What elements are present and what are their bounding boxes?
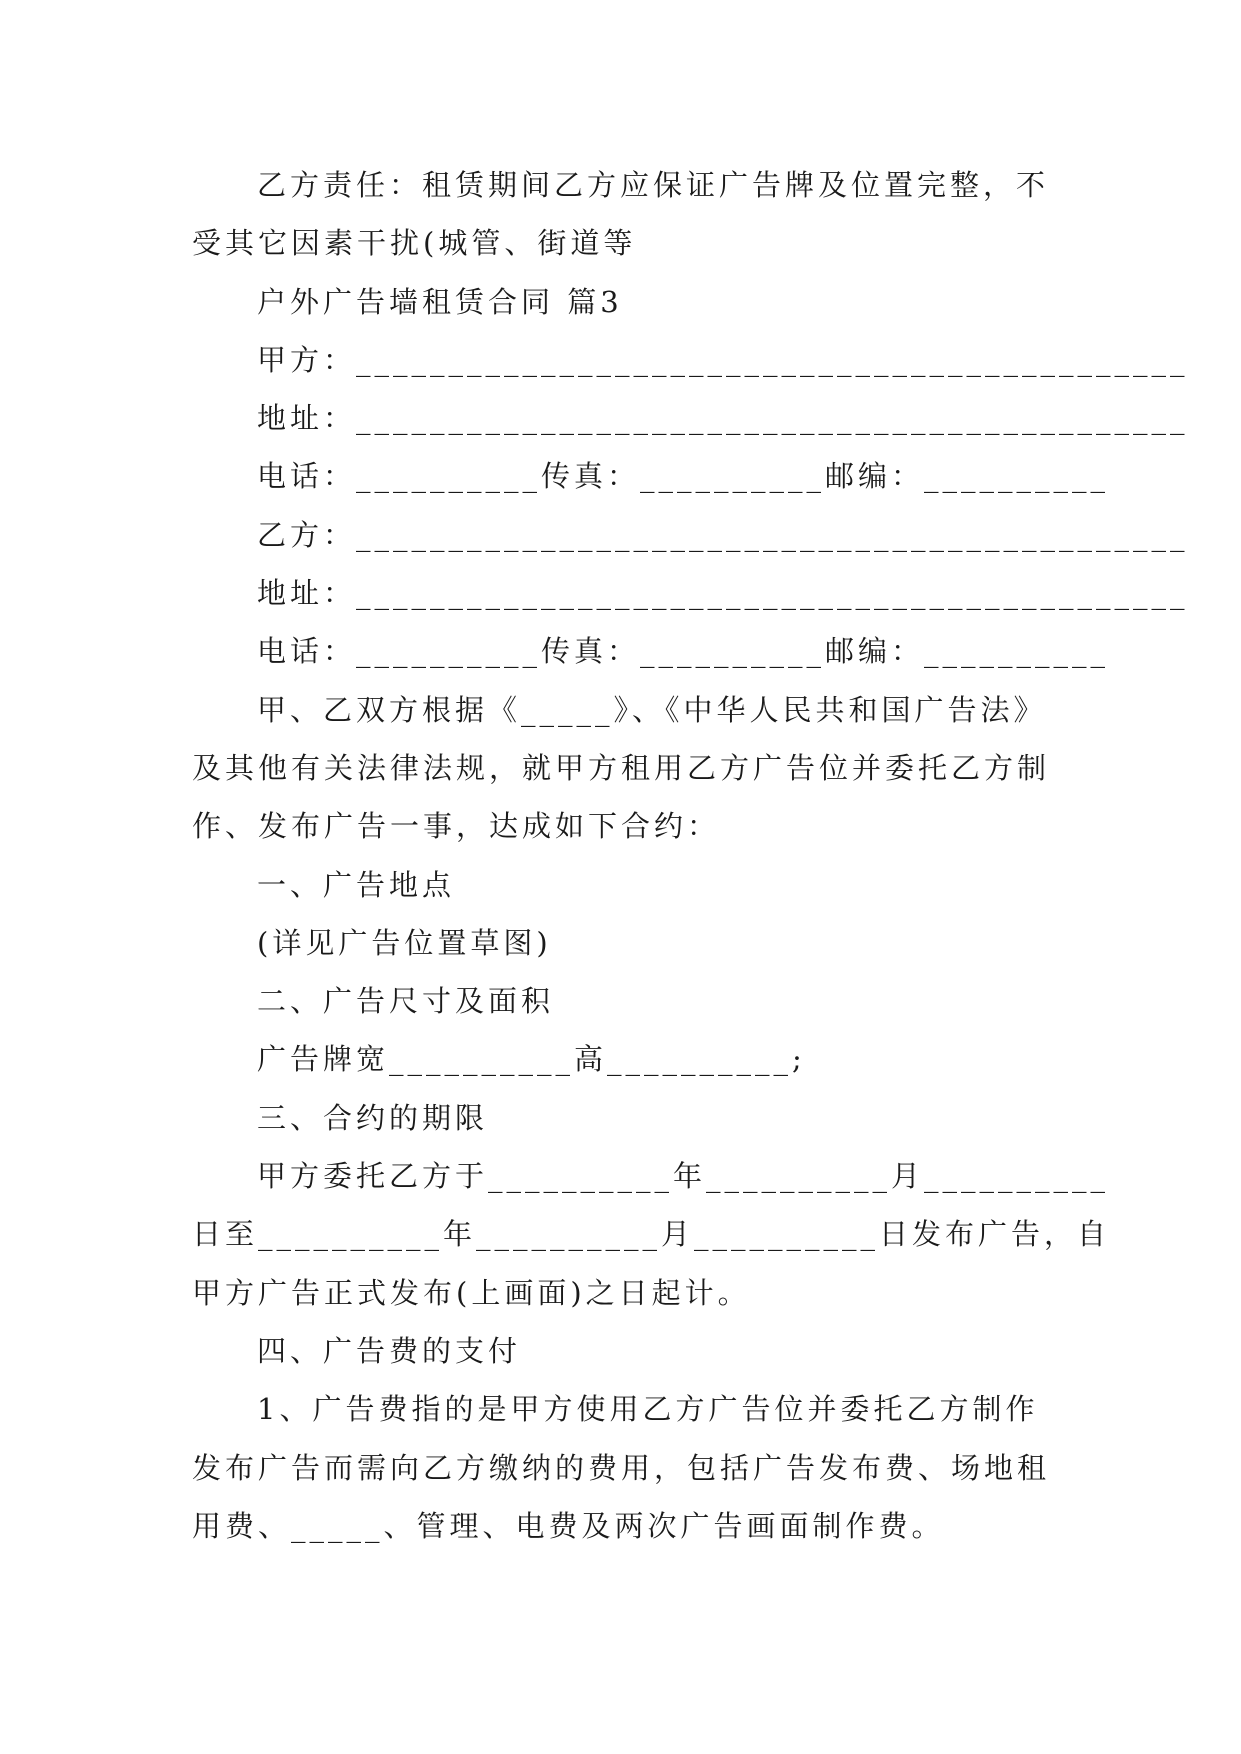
address-a-label: 地址： (257, 401, 357, 436)
clause-heading: 一、广告地点 (257, 867, 456, 902)
clause-heading: 四、广告费的支付 (257, 1333, 522, 1368)
address-b-label: 地址： (257, 576, 357, 611)
party-a-blank: _____________________________________________ (356, 342, 1189, 377)
contact-a-row: 电话：__________传真：__________邮编：__________ (257, 459, 1110, 494)
clause-heading: 三、合约的期限 (257, 1100, 489, 1135)
paragraph-line: 乙方责任：租赁期间乙方应保证广告牌及位置完整，不 (257, 168, 1050, 202)
paragraph-line: 甲、乙双方根据《_____》、《中华人民共和国广告法》 (257, 692, 1047, 727)
paragraph-line: 作、发布广告一事，达成如下合约： (192, 809, 721, 844)
paragraph-line: 1、广告费指的是甲方使用乙方广告位并委托乙方制作 (257, 1392, 1039, 1427)
party-b-label: 乙方： (257, 517, 357, 552)
address-a-blank: _____________________________________________ (356, 401, 1189, 436)
document-page (192, 156, 1189, 1555)
paragraph-line: 受其它因素干扰(城管、街道等 (192, 226, 637, 261)
paragraph-line: (详见广告位置草图) (257, 925, 552, 960)
paragraph-line: 甲方广告正式发布(上画面)之日起计。 (192, 1275, 751, 1310)
party-a-row (192, 331, 1189, 389)
paragraph-line: 广告牌宽__________高__________; (257, 1042, 806, 1077)
party-a-label: 甲方： (257, 342, 357, 377)
paragraph-line: 及其他有关法律法规，就甲方租用乙方广告位并委托乙方制 (192, 750, 1051, 785)
paragraph-line: 日至__________年__________月__________日发布广告，自 (192, 1217, 1111, 1252)
party-b-row (192, 506, 1189, 564)
party-b-blank: _____________________________________________ (356, 517, 1189, 552)
contact-b-row: 电话：__________传真：__________邮编：__________ (257, 634, 1110, 669)
paragraph-line: 用费、_____、管理、电费及两次广告画面制作费。 (192, 1508, 945, 1543)
clause-heading: 二、广告尺寸及面积 (257, 984, 555, 1019)
address-b-row (192, 564, 1189, 622)
section-title: 户外广告墙租赁合同 篇3 (257, 284, 623, 319)
paragraph-line: 发布广告而需向乙方缴纳的费用，包括广告发布费、场地租 (192, 1450, 1051, 1485)
paragraph-line: 甲方委托乙方于__________年__________月__________ (257, 1159, 1110, 1194)
address-b-blank: _____________________________________________ (356, 576, 1189, 611)
address-a-row (192, 389, 1189, 447)
